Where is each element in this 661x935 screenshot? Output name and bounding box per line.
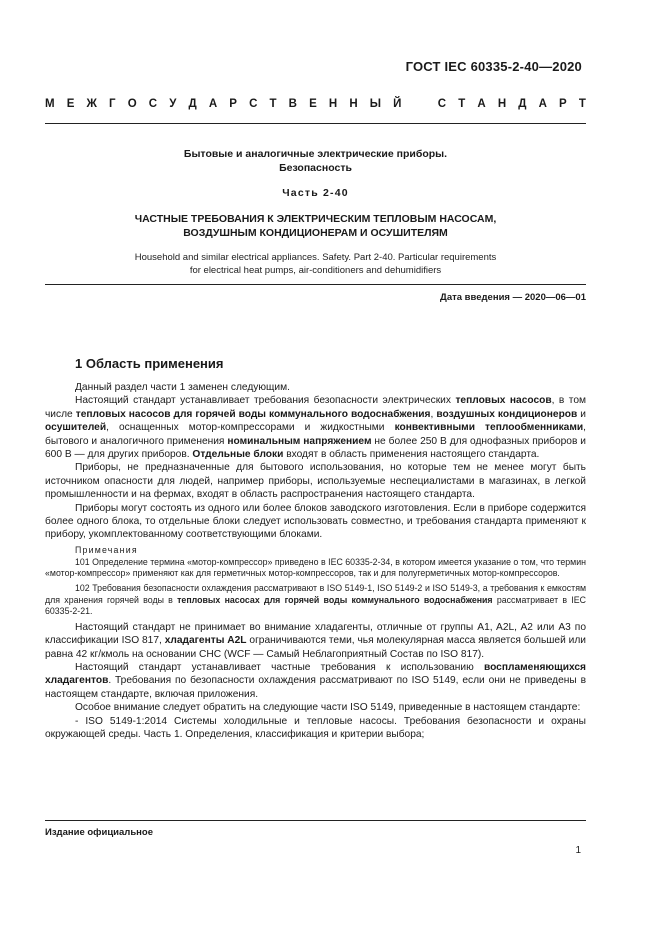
note-101: 101 Определение термина «мотор-компрессор» приведено в IEC 60335-2-34, в котором имеется указание о том, что термин «мотор-компрессор» применяют как для герметичных мотор-компрессоров, так и для полугерметичных мотор-компрессоров. xyxy=(45,556,586,579)
paragraph-nonhousehold: Приборы, не предназначенные для бытового использования, но которые тем не менее могут быть источником опасности для людей, например приборы, используемые неспециалистами в магазинах, в легкой промышленности и на фермах, входят в область распространения настоящего стандарта. xyxy=(45,462,586,501)
interstate-letter: С xyxy=(249,98,258,110)
bottom-rule xyxy=(45,820,586,821)
interstate-letter: Д xyxy=(518,98,527,110)
interstate-letter: В xyxy=(288,98,297,110)
interstate-letter: Ы xyxy=(369,98,382,110)
interstate-letter: А xyxy=(538,98,547,110)
interstate-letter: А xyxy=(208,98,218,110)
note-102: 102 Требования безопасности охлаждения рассматривают в ISO 5149-1, ISO 5149-2 и ISO 5149-3, а требования к емкостям для хранения горячей воды в тепловых насосах для горячей воды коммунального водоснабжения рассматривает в IEC 60335-2-21. xyxy=(45,583,586,617)
title-line-2: Безопасность xyxy=(279,162,352,174)
interstate-letter: Д xyxy=(188,98,197,110)
part-number: Часть 2-40 xyxy=(282,187,349,199)
main-title-line-2: ВОЗДУШНЫМ КОНДИЦИОНЕРАМ И ОСУШИТЕЛЯМ xyxy=(183,227,448,239)
interstate-letter: Н xyxy=(349,98,358,110)
introduction-date: Дата введения — 2020—06—01 xyxy=(440,292,586,303)
english-title-line-1: Household and similar electrical appliances. Safety. Part 2-40. Particular requirements xyxy=(134,252,497,263)
interstate-letter: С xyxy=(148,98,158,110)
interstate-letter: М xyxy=(45,98,55,110)
interstate-letter: Й xyxy=(393,98,402,110)
interstate-letter: Г xyxy=(109,98,116,110)
interstate-letter: О xyxy=(127,98,137,110)
section-title: 1 Область применения xyxy=(75,356,224,371)
english-title-line-2: for electrical heat pumps, air-conditioners and dehumidifiers xyxy=(189,265,442,276)
top-rule xyxy=(45,123,586,124)
title-line-1: Бытовые и аналогичные электрические приборы. xyxy=(183,148,448,160)
interstate-letter: Р xyxy=(559,98,567,110)
paragraph-flammable: Настоящий стандарт устанавливает частные требования к использованию воспламеняющихся хладагентов. Требования по безопасности охлаждения рассматривают по ISO 5149, если они не приведены в настоящем стандарте, включая приложения. xyxy=(45,662,586,700)
interstate-letter: У xyxy=(169,98,177,110)
interstate-letter: Н xyxy=(328,98,338,110)
page-number: 1 xyxy=(575,845,581,856)
interstate-letter: Т xyxy=(458,98,466,110)
interstate-letter: Т xyxy=(578,98,586,110)
notes-heading: Примечания xyxy=(75,544,138,555)
english-title xyxy=(45,251,586,277)
interstate-letter: Ж xyxy=(86,98,97,110)
interstate-standard-heading xyxy=(45,98,586,110)
interstate-letter: Н xyxy=(497,98,507,110)
main-title-line-1: ЧАСТНЫЕ ТРЕБОВАНИЯ К ЭЛЕКТРИЧЕСКИМ ТЕПЛОВЫМ НАСОСАМ, xyxy=(134,213,497,225)
edition-label: Издание официальное xyxy=(45,827,153,838)
section-body xyxy=(45,381,586,742)
paragraph-refrigerants: Настоящий стандарт не принимает во внимание хладагенты, отличные от группы A1, A2L, A2 или A3 по классификации ISO 817, хладагенты A2L ограничиваются теми, чья молекулярная масса является большей или равна 42 кг/кмоль на основании CHC (WCF — Самый Неблагоприятный Состав по ISO 817). xyxy=(45,621,586,660)
document-title xyxy=(45,147,586,175)
paragraph-replaced: Данный раздел части 1 заменен следующим. xyxy=(75,382,290,393)
main-title xyxy=(45,212,586,240)
paragraph-iso5149: Особое внимание следует обратить на следующие части ISO 5149, приведенные в настоящем стандарте: xyxy=(75,702,581,714)
middle-rule xyxy=(45,284,586,285)
interstate-letter: Р xyxy=(229,98,237,110)
interstate-letter: Т xyxy=(269,98,277,110)
interstate-letter: А xyxy=(477,98,486,110)
interstate-letter: Е xyxy=(66,98,75,110)
standard-id: ГОСТ IEC 60335-2-40—2020 xyxy=(405,59,582,74)
paragraph-blocks: Приборы могут состоять из одного или более блоков заводского изготовления. Если в приборе содержится более одного блока, то отдельные блоки следует использовать совместно, и требования стандарта применяют к прибору, укомплектованному соответствующими блоками. xyxy=(45,502,586,541)
interstate-letter: Е xyxy=(309,98,317,110)
interstate-letter: С xyxy=(437,98,447,110)
paragraph-iso5149-1: - ISO 5149-1:2014 Системы холодильные и тепловые насосы. Требования безопасности и охраны окружающей среды. Часть 1. Определения, классификация и критерии выбора; xyxy=(45,715,586,741)
paragraph-scope: Настоящий стандарт устанавливает требования безопасности электрических тепловых насосов, в том числе тепловых насосов для горячей воды коммунального водоснабжения, воздушных кондиционеров и осушителей, оснащенных мотор-компрессорами и жидкостными конвективными теплообменниками, бытового и аналогичного применения номинальным напряжением не более 250 В для однофазных приборов и 600 В — для других приборов. Отдельные блоки входят в область применения настоящего стандарта. xyxy=(45,395,586,461)
